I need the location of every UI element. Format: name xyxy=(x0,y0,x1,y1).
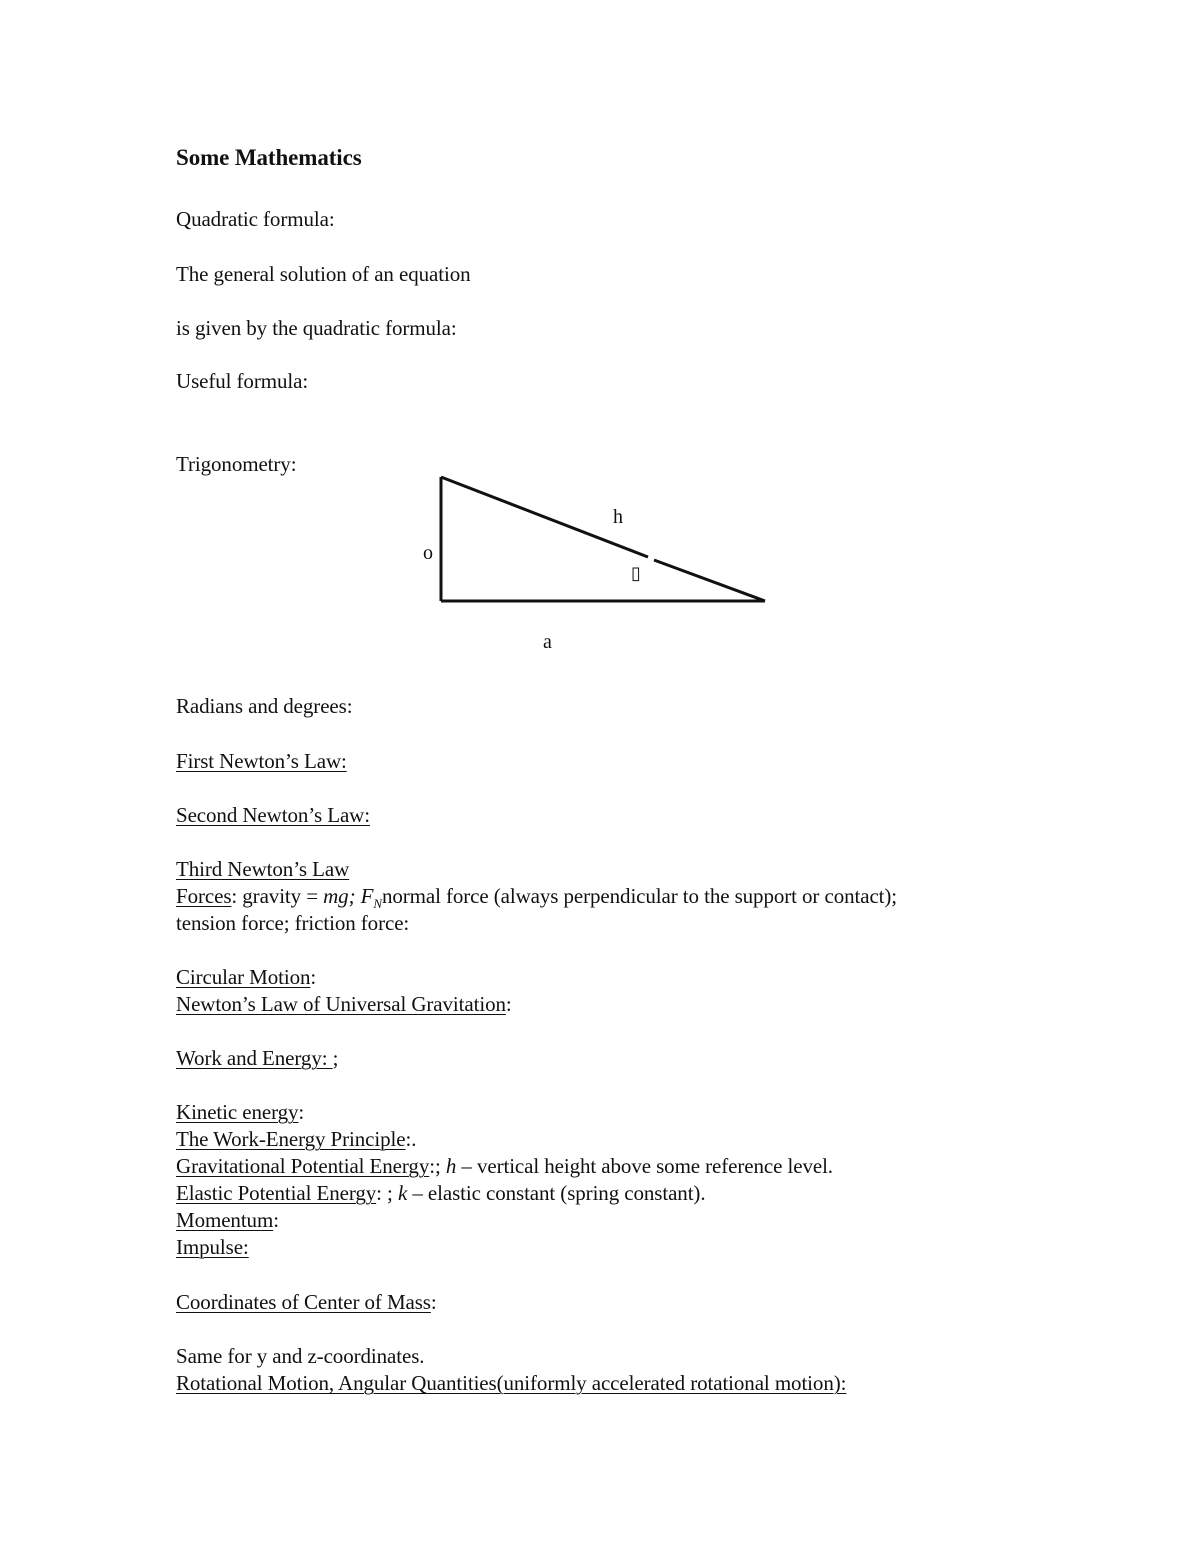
elastic-pe-description: – elastic constant (spring constant). xyxy=(407,1181,706,1205)
momentum-label: Momentum xyxy=(176,1208,274,1232)
work-energy-line xyxy=(176,1045,338,1071)
work-principle-suffix: :. xyxy=(405,1127,417,1151)
forces-normal-text: normal force (always perpendicular to the support or contact); xyxy=(381,884,898,908)
elastic-pe-line xyxy=(176,1180,705,1206)
circular-motion-line xyxy=(176,964,316,990)
elastic-pe-variable: k xyxy=(397,1181,408,1205)
work-energy-suffix: ; xyxy=(332,1046,339,1070)
hypotenuse-label: h xyxy=(613,506,623,528)
forces-label: Forces xyxy=(176,884,232,908)
momentum-line xyxy=(176,1207,279,1233)
work-energy-label: Work and Energy: xyxy=(176,1046,333,1070)
kinetic-energy-suffix: : xyxy=(298,1100,305,1124)
grav-pe-suffix: :; xyxy=(429,1154,446,1178)
center-mass-label: Coordinates of Center of Mass xyxy=(176,1290,431,1314)
forces-line-2: tension force; friction force: xyxy=(176,911,410,935)
grav-pe-line xyxy=(176,1153,833,1179)
right-triangle-diagram xyxy=(400,460,800,670)
forces-gravity-text: : gravity = xyxy=(231,884,324,908)
page-title: Some Mathematics xyxy=(176,145,362,170)
circular-motion-suffix: : xyxy=(310,965,317,989)
impulse-label: Impulse: xyxy=(176,1235,249,1259)
quadratic-given-text: is given by the quadratic formula: xyxy=(176,316,457,340)
gravitation-suffix: : xyxy=(505,992,512,1016)
work-principle-label: The Work-Energy Principle xyxy=(176,1127,406,1151)
grav-pe-description: – vertical height above some reference level. xyxy=(456,1154,833,1178)
forces-mg: mg; F xyxy=(323,884,374,908)
elastic-pe-suffix: : ; xyxy=(376,1181,398,1205)
center-mass-line xyxy=(176,1289,437,1315)
triangle-hypotenuse-lower xyxy=(654,560,765,601)
same-for-text: Same for y and z-coordinates. xyxy=(176,1344,425,1368)
grav-pe-variable: h xyxy=(445,1154,457,1178)
momentum-suffix: : xyxy=(273,1208,279,1232)
quadratic-heading: Quadratic formula: xyxy=(176,207,335,231)
angle-theta-label: ▯ xyxy=(631,563,641,583)
general-solution-text: The general solution of an equation xyxy=(176,262,471,286)
grav-pe-label: Gravitational Potential Energy xyxy=(176,1154,430,1178)
elastic-pe-label: Elastic Potential Energy xyxy=(176,1181,377,1205)
opposite-label: o xyxy=(423,542,433,564)
second-newton-law: Second Newton’s Law: xyxy=(176,803,370,827)
trigonometry-heading: Trigonometry: xyxy=(176,452,297,476)
center-mass-suffix: : xyxy=(430,1290,437,1314)
forces-subscript-n: N xyxy=(373,896,382,912)
third-newton-law: Third Newton’s Law xyxy=(176,857,350,881)
kinetic-energy-line xyxy=(176,1099,304,1125)
forces-line xyxy=(176,883,898,912)
gravitation-line xyxy=(176,991,512,1017)
work-principle-line xyxy=(176,1126,416,1152)
rotational-motion-heading: Rotational Motion, Angular Quantities(uniformly accelerated rotational motion): xyxy=(176,1371,847,1395)
first-newton-law: First Newton’s Law: xyxy=(176,749,347,773)
kinetic-energy-label: Kinetic energy xyxy=(176,1100,299,1124)
circular-motion-label: Circular Motion xyxy=(176,965,311,989)
useful-formula-text: Useful formula: xyxy=(176,369,309,393)
gravitation-label: Newton’s Law of Universal Gravitation xyxy=(176,992,506,1016)
adjacent-label: a xyxy=(543,631,552,653)
radians-degrees-text: Radians and degrees: xyxy=(176,694,353,718)
